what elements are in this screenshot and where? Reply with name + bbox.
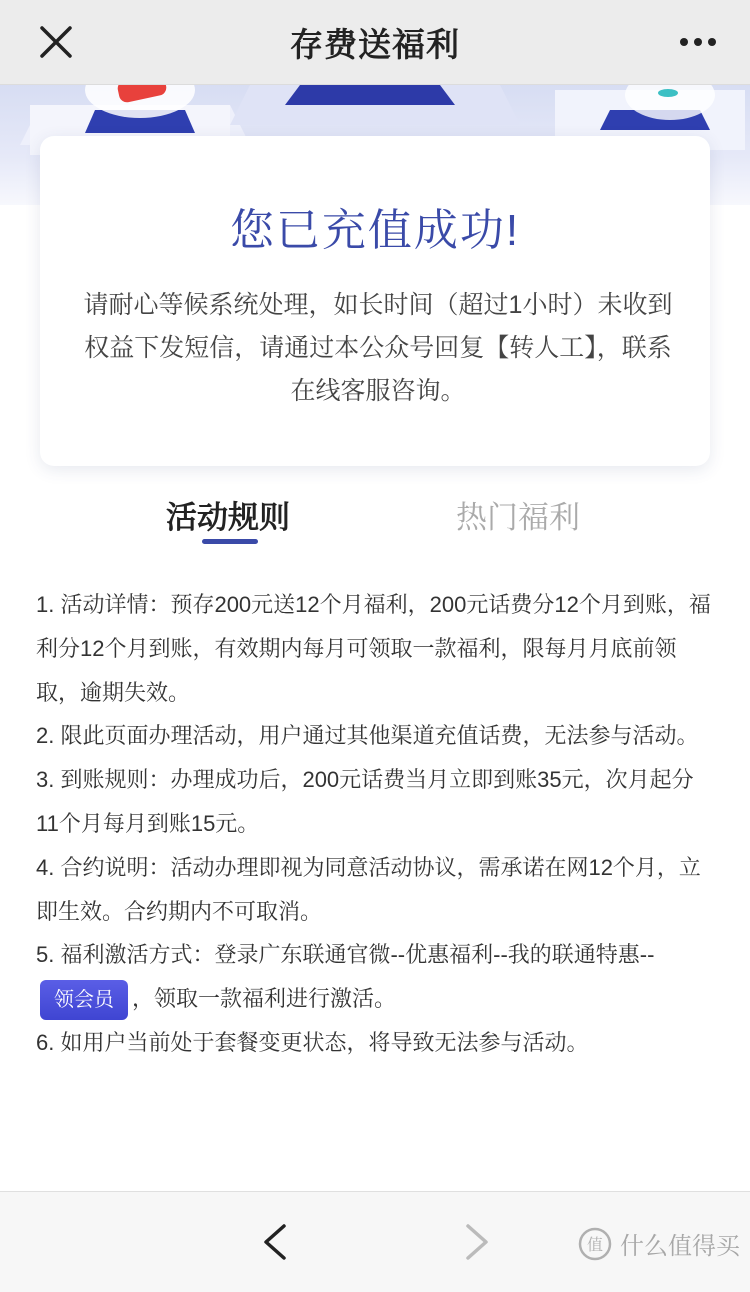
rules-list: [36, 583, 714, 1065]
forward-arrow-icon[interactable]: [460, 1222, 494, 1262]
success-title: 您已充值成功!: [229, 206, 521, 255]
rule-item-5-text-end: ，领取一款福利进行激活。: [132, 986, 397, 1012]
watermark-text: 什么值得买: [620, 1233, 740, 1260]
rule-item-6: 6. 如用户当前处于套餐变更状态，将导致无法参与活动。: [36, 1029, 589, 1055]
tab-activity-rules[interactable]: 活动规则: [166, 500, 290, 535]
svg-text:值: 值: [586, 1234, 604, 1254]
rule-item-4: 4. 合约说明：活动办理即视为同意活动协议，需承诺在网12个月，立即生效。合约期内不可取消。: [36, 854, 701, 924]
rule-item-1: 1. 活动详情：预存200元送12个月福利，200元话费分12个月到账，福利分12个月到账，有效期内每月可领取一款福利，限每月月底前领取，逾期失效。: [36, 592, 711, 705]
more-options-icon[interactable]: [676, 24, 720, 60]
top-nav-bar: [0, 0, 750, 85]
active-tab-indicator: [202, 539, 258, 544]
rule-item-5-text: 5. 福利激活方式：登录广东联通官微--优惠福利--我的联通特惠--: [36, 942, 655, 968]
bottom-nav-bar: [0, 1191, 750, 1292]
watermark: [578, 1226, 740, 1261]
success-card: [40, 136, 710, 466]
close-icon[interactable]: [36, 22, 76, 62]
claim-membership-button[interactable]: 领会员: [40, 980, 128, 1020]
back-arrow-icon[interactable]: [258, 1222, 292, 1262]
rule-item-5: [36, 933, 714, 1021]
watermark-logo-icon: [578, 1227, 612, 1261]
rule-item-3: 3. 到账规则：办理成功后，200元话费当月立即到账35元，次月起分11个月每月到账15元。: [36, 767, 694, 836]
page-title: 存费送福利: [290, 25, 460, 63]
success-description: 请耐心等候系统处理，如长时间（超过1小时）未收到权益下发短信，请通过本公众号回复【转人工】，联系在线客服咨询。: [83, 291, 673, 405]
tab-hot-benefits[interactable]: 热门福利: [456, 500, 580, 535]
rule-item-2: 2. 限此页面办理活动，用户通过其他渠道充值话费，无法参与活动。: [36, 723, 699, 749]
